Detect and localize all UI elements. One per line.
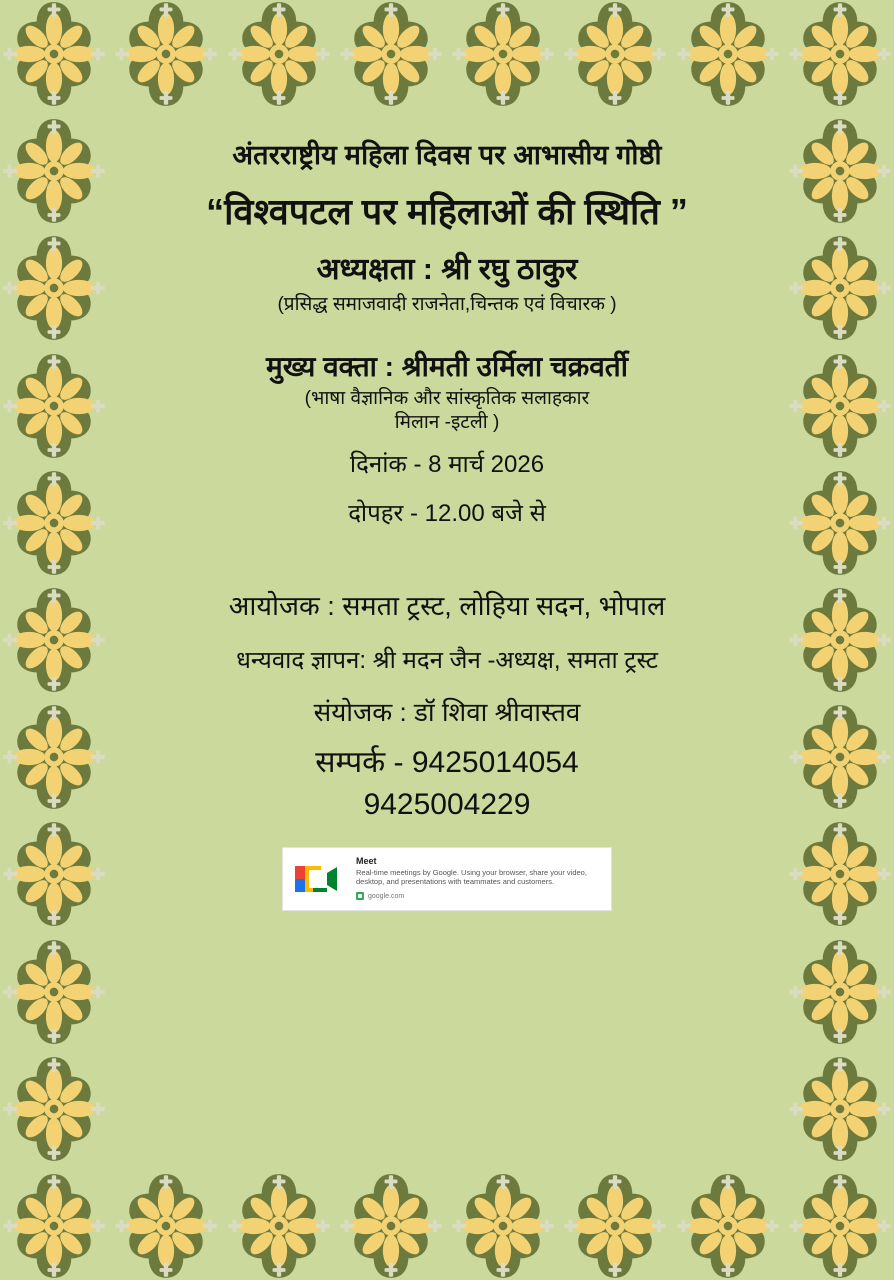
border-motif-icon — [786, 1172, 894, 1280]
border-motif-icon — [449, 1172, 557, 1280]
border-motif-icon — [225, 1172, 333, 1280]
border-motif-icon — [786, 352, 894, 460]
organizer-line: आयोजक : समता ट्रस्ट, लोहिया सदन, भोपाल — [228, 591, 666, 622]
meet-card-description: Real-time meetings by Google. Using your browser, share your video, desktop, and presentations with teammates and customers. — [356, 867, 587, 887]
poster-content — [112, 138, 782, 911]
border-motif-icon — [0, 352, 108, 460]
event-heading: अंतरराष्ट्रीय महिला दिवस पर आभासीय गोष्ठी — [232, 140, 662, 170]
event-title: “विश्वपटल पर महिलाओं की स्थिति ” — [206, 190, 688, 232]
meet-card-text — [356, 856, 603, 901]
border-motif-icon — [786, 469, 894, 577]
speaker-line: मुख्य वक्ता : श्रीमती उर्मिला चक्रवर्ती — [265, 351, 629, 383]
google-meet-link-card[interactable] — [282, 847, 612, 911]
border-motif-icon — [786, 234, 894, 342]
border-motif-icon — [561, 1172, 669, 1280]
border-motif-icon — [0, 234, 108, 342]
border-motif-icon — [337, 1172, 445, 1280]
border-motif-icon — [0, 469, 108, 577]
vote-of-thanks-line: धन्यवाद ज्ञापन: श्री मदन जैन -अध्यक्ष, समता ट्रस्ट — [236, 646, 658, 674]
border-motif-icon — [0, 820, 108, 928]
event-time: दोपहर - 12.00 बजे से — [348, 499, 546, 527]
chairperson-subtitle: (प्रसिद्ध समाजवादी राजनेता,चिन्तक एवं विचारक ) — [277, 294, 617, 316]
border-motif-icon — [0, 1172, 108, 1280]
google-favicon-icon — [356, 892, 364, 900]
border-motif-icon — [786, 820, 894, 928]
meet-card-domain-row — [356, 892, 603, 900]
meet-card-domain: google.com — [368, 892, 405, 900]
google-meet-icon — [291, 856, 347, 902]
border-motif-icon — [112, 0, 220, 108]
border-motif-icon — [0, 0, 108, 108]
border-motif-icon — [786, 703, 894, 811]
speaker-subtitle-line-2: मिलान -इटली ) — [394, 412, 500, 434]
border-motif-icon — [0, 117, 108, 225]
border-motif-icon — [786, 586, 894, 694]
border-motif-icon — [337, 0, 445, 108]
border-motif-icon — [0, 938, 108, 1046]
chairperson-line: अध्यक्षता : श्री रघु ठाकुर — [316, 252, 578, 286]
border-motif-icon — [0, 1055, 108, 1163]
meet-card-title: Meet — [356, 855, 377, 866]
border-motif-icon — [0, 586, 108, 694]
border-motif-icon — [786, 1055, 894, 1163]
border-motif-icon — [449, 0, 557, 108]
border-motif-icon — [112, 1172, 220, 1280]
border-motif-icon — [0, 703, 108, 811]
contact-number-2: 9425004229 — [363, 788, 531, 822]
border-motif-icon — [786, 117, 894, 225]
border-motif-icon — [674, 0, 782, 108]
event-date: दिनांक - 8 मार्च 2026 — [349, 450, 545, 478]
border-motif-icon — [786, 938, 894, 1046]
speaker-subtitle-line-1: (भाषा वैज्ञानिक और सांस्कृतिक सलाहकार — [304, 388, 590, 410]
convener-line: संयोजक : डॉ शिवा श्रीवास्तव — [313, 697, 581, 728]
border-motif-icon — [786, 0, 894, 108]
border-motif-icon — [225, 0, 333, 108]
contact-number-1: सम्पर्क - 9425014054 — [315, 745, 579, 779]
border-motif-icon — [561, 0, 669, 108]
border-motif-icon — [674, 1172, 782, 1280]
